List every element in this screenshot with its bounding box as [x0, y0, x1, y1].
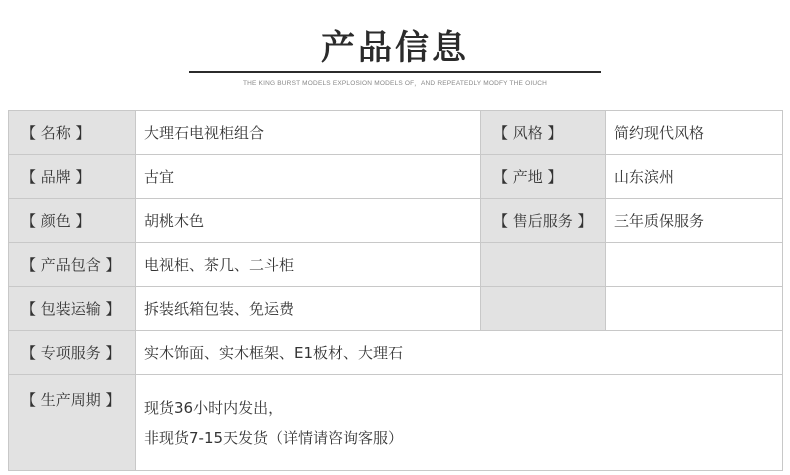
- page-subtitle: THE KING BURST MODELS EXPLOSION MODELS OF，AND REPEATEDLY MODFY THE OIUCH: [242, 80, 548, 87]
- contents-label: 【 产品包含 】: [9, 243, 136, 287]
- name-value: 大理石电视柜组合: [136, 111, 481, 155]
- table-row: [9, 375, 783, 471]
- table-row: [9, 155, 783, 199]
- empty-cell: [606, 287, 783, 331]
- production-cycle-line-2: 非现货7-15天发货（详情请咨询客服）: [144, 428, 404, 447]
- production-cycle-label: 【 生产周期 】: [9, 375, 136, 471]
- origin-value: 山东滨州: [606, 155, 783, 199]
- title-underline: [189, 71, 601, 73]
- brand-label: 【 品牌 】: [9, 155, 136, 199]
- product-spec-table: [8, 110, 783, 471]
- section-header: [0, 0, 790, 100]
- special-service-label: 【 专项服务 】: [9, 331, 136, 375]
- special-service-value: 实木饰面、实木框架、E1板材、大理石: [136, 331, 783, 375]
- table-row: [9, 199, 783, 243]
- table-row: [9, 243, 783, 287]
- table-row: [9, 287, 783, 331]
- color-value: 胡桃木色: [136, 199, 481, 243]
- shipping-value: 拆装纸箱包装、免运费: [136, 287, 481, 331]
- brand-value: 古宜: [136, 155, 481, 199]
- name-label: 【 名称 】: [9, 111, 136, 155]
- page-title: 产品信息: [321, 28, 469, 68]
- table-row: [9, 331, 783, 375]
- style-value: 简约现代风格: [606, 111, 783, 155]
- empty-cell: [481, 287, 606, 331]
- production-cycle-line-1: 现货36小时内发出，: [144, 398, 284, 417]
- origin-label: 【 产地 】: [481, 155, 606, 199]
- after-sales-label: 【 售后服务 】: [481, 199, 606, 243]
- production-cycle-value: [136, 375, 783, 471]
- contents-value: 电视柜、茶几、二斗柜: [136, 243, 481, 287]
- table-row: [9, 111, 783, 155]
- shipping-label: 【 包装运输 】: [9, 287, 136, 331]
- color-label: 【 颜色 】: [9, 199, 136, 243]
- style-label: 【 风格 】: [481, 111, 606, 155]
- after-sales-value: 三年质保服务: [606, 199, 783, 243]
- empty-cell: [481, 243, 606, 287]
- empty-cell: [606, 243, 783, 287]
